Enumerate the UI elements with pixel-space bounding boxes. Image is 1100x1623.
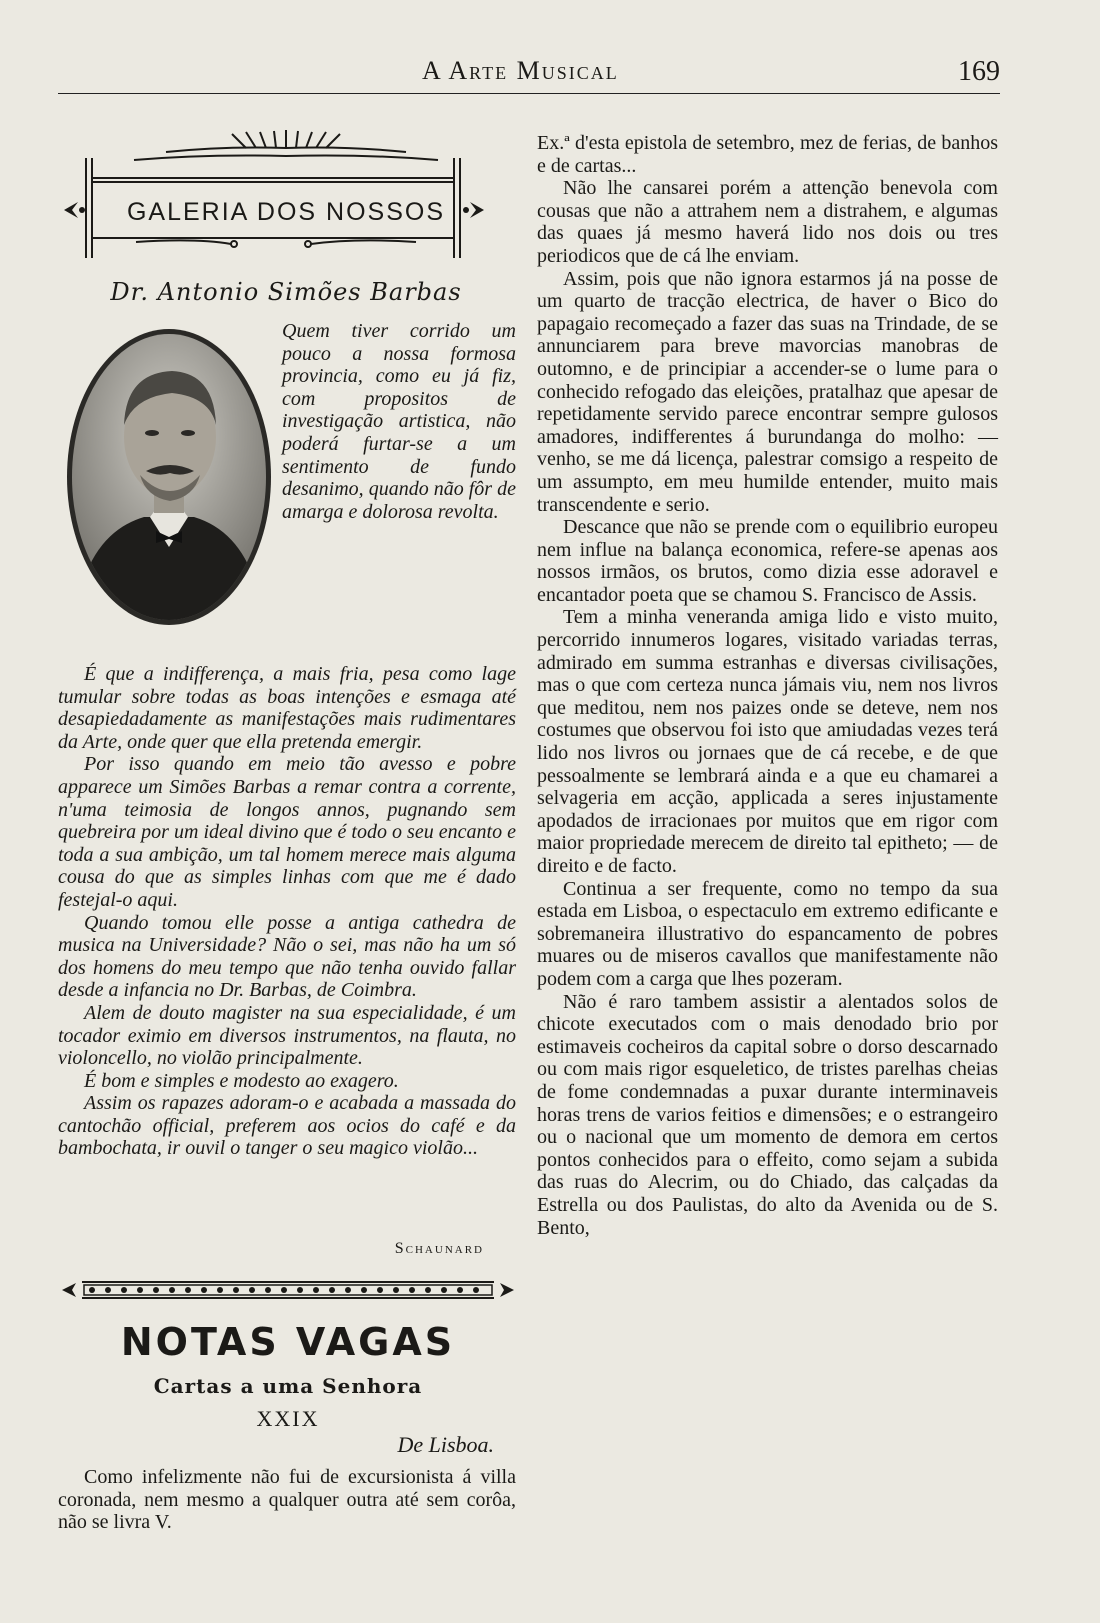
gallery-title: GALERIA DOS NOSSOS <box>126 198 446 226</box>
intro-paragraph: Quem tiver corrido um pouco a nossa formosa provincia, como eu já fiz, com propositos de investigação artistica, não poderá furtar-se a um sentimento de fundo desanimo, quando não fôr de amarga e dolorosa revolta. <box>282 320 516 523</box>
letter-number: XXIX <box>256 1406 320 1431</box>
letter-paragraph: Assim, pois que não ignora estarmos já na posse de um quarto de tracção electrica, de haver o Bico do papagaio recomeçado a fazer das suas na Trindade, de se annunciarem para breve mavorcias manobras de outomno, e de principiar a accender-se o lume para o conhecido refogado das eleições, pratalhaz que apesar de repetidamente servido parece encontrar sempre gulosos amadores, indifferentes á burundanga do molho: — venho, se me dá licença, palestrar comsigo a respeito de um assumpto, em meu humilde entender, muito mais transcendente e serio. <box>537 267 998 516</box>
portrait-image <box>64 325 274 635</box>
journal-title: A Arte Musical <box>422 56 619 85</box>
article-paragraph: É que a indifferença, a mais fria, pesa como lage tumular sobre todas as boas intenções e esmaga até desapiedadamente as manifestações mais rudimentares da Arte, onde quer que ella pretenda emergir. <box>58 663 516 753</box>
article-paragraph: Assim os rapazes adoram-o e acabada a massada do cantochão official, preferem aos ocios do café e da bambochata, ir ouvil o tanger o seu magico violão... <box>58 1092 516 1160</box>
letter-paragraph: Ex.ª d'esta epistola de setembro, mez de ferias, de banhos e de cartas... <box>537 132 998 177</box>
ornamental-divider <box>58 1275 518 1305</box>
page-number: 169 <box>958 56 1000 87</box>
article-signature: Schaunard <box>394 1240 484 1257</box>
article-paragraph: Quando tomou elle posse a antiga cathedra de musica na Universidade? Não o sei, mas não ha um só dos homens do meu tempo que não tenha ouvido fallar desde a infancia no Dr. Barbas, de Coimbra. <box>58 911 516 1002</box>
letter-paragraph: Tem a minha veneranda amiga lido e visto muito, percorrido innumeros logares, visitado variadas terras, admirado em summa estranhas e diversas civilisações, mas o que com certeza nunca jámais viu, nem nos livros que meditou, nem nos paizes onde se deteve, nem nos costumes que observou foi isto que amiudadas vezes terá lido nos livros ou jornaes que de cá recebe, e de que pessoalmente se lembrará ainda e a que eu chamarei a selvageria em acção, applicada a seres injustamente apodados de irracionaes por muitos que em rigor com maior propriedade merecem de direito tal epitheto; — de direito e de facto. <box>537 606 998 877</box>
section-subtitle: Cartas a uma Senhora <box>153 1374 423 1398</box>
running-header <box>58 56 1000 96</box>
section-title: NOTAS VAGAS <box>120 1320 456 1364</box>
article-body <box>58 663 516 1160</box>
divider-svg <box>58 1275 518 1305</box>
gallery-ornament-frame <box>56 130 516 275</box>
article-paragraph: Por isso quando em meio tão avesso e pobre apparece um Simões Barbas a remar contra a corrente, n'uma teimosia de longos annos, pugnando sem quebreira por um ideal divino que é todo o seu encanto e toda a sua ambição, um tal homem merece mais alguma cousa do que as simples linhas com que me é dado festejal-o aqui. <box>58 753 516 911</box>
letter-paragraph: Não é raro tambem assistir a alentados solos de chicote executados com o mais denodado brio por estimaveis cocheiros da capital sobre o dorso descarnado ou com mais rigor esqueletico, de tristes parelhas cheias de fome condemnadas a puxar durante interminaveis horas trens de varios feitios e dimensões; e o estrangeiro ou o nacional que um momento de demora em certos pontos conhecidos para o effeito, como sejam a subida das ruas do Alecrim, ou do Chiado, das calçadas da Estrella ou dos Paulistas, do alto da Avenida ou de S. Bento, <box>537 990 998 1239</box>
letter-paragraph: Continua a ser frequente, como no tempo da sua estada em Lisboa, o espectaculo em extremo edificante e sobremaneira illustrativo do espancamento de pobres muares ou de miseros cavallos que manifestamente não podem com a carga que lhes pozeram. <box>537 877 998 990</box>
person-name: Dr. Antonio Simões Barbas <box>110 278 462 306</box>
letter-place: De Lisboa. <box>397 1432 494 1457</box>
letter-paragraph: Descance que não se prende com o equilibrio europeu nem influe na balança economica, refere-se apenas aos nossos irmãos, os brutos, como dizia esse adoravel e encantador poeta que se chamou S. Francisco de Assis. <box>537 516 998 606</box>
article-paragraph: É bom e simples e modesto ao exagero. <box>84 1069 399 1092</box>
article-paragraph: Alem de douto magister na sua especialidade, é um tocador eximio em diversos instrumentos, na flauta, no violoncello, no violão principalmente. <box>58 1001 516 1070</box>
right-column-text <box>537 132 998 1239</box>
portrait-svg <box>64 325 274 635</box>
letter-paragraph: Como infelizmente não fui de excursionista á villa coronada, nem mesmo a qualquer outra até sem corôa, não se livra V. <box>58 1466 516 1534</box>
letter-paragraph: Não lhe cansarei porém a attenção benevola com cousas que não a attrahem nem a distrahem, e algumas das quaes já mesmo haverá lido nos dois ou tres periodicos que de cá lhe enviam. <box>537 177 998 267</box>
header-rule <box>58 93 1000 94</box>
